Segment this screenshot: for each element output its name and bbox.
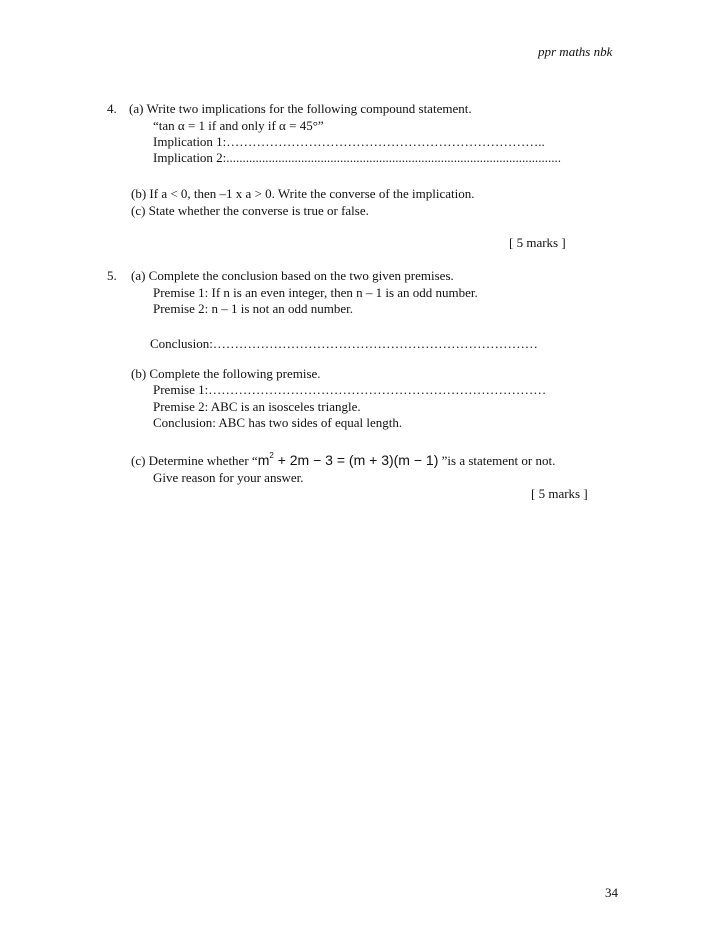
q4-part-c: (c) State whether the converse is true or false. — [131, 203, 369, 218]
q5-math-expression — [258, 452, 439, 468]
q5-premise-1: Premise 1: If n is an even integer, then n – 1 is an odd number. — [153, 285, 478, 300]
q5-number: 5. — [107, 268, 117, 283]
q5-part-c-prefix: (c) Determine whether “ — [131, 453, 258, 468]
q5-part-a-intro: (a) Complete the conclusion based on the two given premises. — [131, 268, 454, 283]
q5-part-c-suffix: ”is a statement or not. — [438, 453, 556, 468]
page-header: ppr maths nbk — [538, 44, 613, 59]
q5-conclusion-line: Conclusion:………………………………………………………………… — [150, 336, 538, 351]
q5-expr-base: m — [257, 452, 270, 468]
q5-b-premise-1: Premise 1:…………………………………………………………………… — [153, 382, 547, 397]
q4-part-a-intro: (a) Write two implications for the following compound statement. — [129, 101, 472, 116]
q5-part-c — [131, 452, 555, 471]
q4-part-b: (b) If a < 0, then –1 x a > 0. Write the converse of the implication. — [131, 186, 475, 201]
q4-marks: [ 5 marks ] — [509, 235, 566, 250]
q4-compound-statement: “tan α = 1 if and only if α = 45°” — [153, 118, 324, 133]
q5-b-premise-2: Premise 2: ABC is an isosceles triangle. — [153, 399, 361, 414]
q5-premise-2: Premise 2: n – 1 is not an odd number. — [153, 301, 354, 316]
q5-part-c-line-2: Give reason for your answer. — [153, 470, 304, 485]
q4-implication-2: Implication 2:....................................................................................................... — [153, 150, 562, 165]
page-number: 34 — [605, 885, 618, 900]
q4-number: 4. — [107, 101, 117, 116]
q5-b-conclusion: Conclusion: ABC has two sides of equal length. — [153, 415, 403, 430]
q5-expr-exponent: 2 — [269, 451, 274, 460]
q5-expr-rest: + 2m − 3 = (m + 3)(m − 1) — [273, 452, 439, 468]
q5-part-b-intro: (b) Complete the following premise. — [131, 366, 321, 381]
q4-implication-1: Implication 1:……………………………………………………………….. — [153, 134, 545, 149]
q5-marks: [ 5 marks ] — [531, 486, 588, 501]
